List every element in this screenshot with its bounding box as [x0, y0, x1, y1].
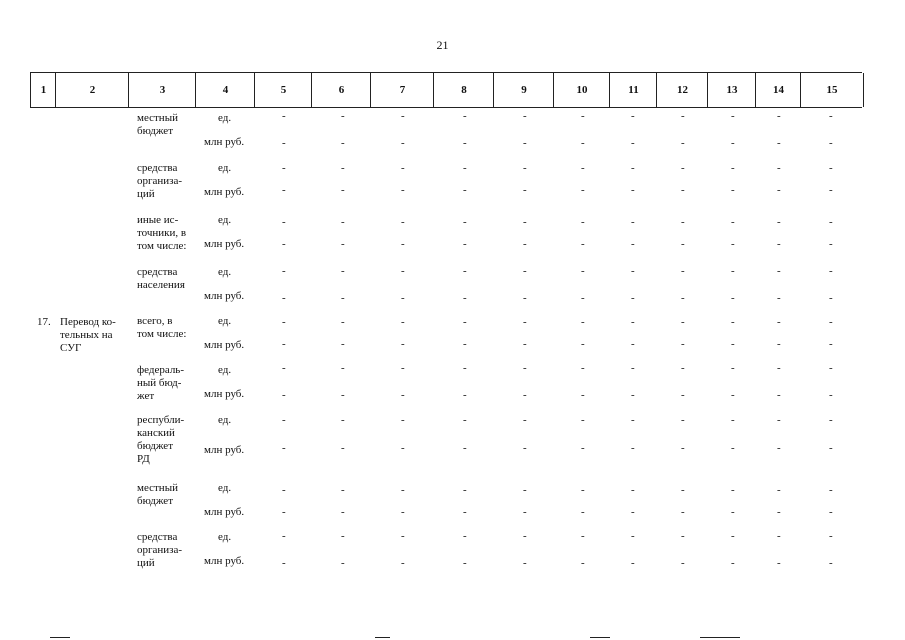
cell-dash: -	[401, 137, 405, 149]
cell-dash: -	[777, 137, 781, 149]
cell-dash: -	[523, 506, 527, 518]
header-col-12: 12	[656, 73, 708, 107]
cell-dash: -	[777, 216, 781, 228]
cell-dash: -	[341, 530, 345, 542]
row-source: федераль- ный бюд- жет	[137, 364, 184, 402]
header-col-7: 7	[370, 73, 434, 107]
cell-dash: -	[401, 265, 405, 277]
cell-dash: -	[463, 338, 467, 350]
row-source: всего, в том числе:	[137, 315, 187, 340]
cell-dash: -	[631, 184, 635, 196]
row-unit: ед.	[218, 364, 232, 376]
cell-dash: -	[523, 338, 527, 350]
cell-dash: -	[631, 137, 635, 149]
cell-dash: -	[282, 362, 286, 374]
cell-dash: -	[401, 506, 405, 518]
cell-dash: -	[523, 389, 527, 401]
cell-dash: -	[401, 414, 405, 426]
cell-dash: -	[829, 265, 833, 277]
cell-dash: -	[523, 265, 527, 277]
cell-dash: -	[681, 530, 685, 542]
cell-dash: -	[463, 362, 467, 374]
cell-dash: -	[731, 442, 735, 454]
cell-dash: -	[463, 530, 467, 542]
cell-dash: -	[401, 557, 405, 569]
cell-dash: -	[731, 362, 735, 374]
cell-dash: -	[463, 484, 467, 496]
scan-edge	[375, 637, 390, 638]
cell-dash: -	[731, 238, 735, 250]
cell-dash: -	[463, 292, 467, 304]
cell-dash: -	[777, 484, 781, 496]
cell-dash: -	[829, 316, 833, 328]
row-unit: млн руб.	[204, 339, 245, 351]
cell-dash: -	[581, 265, 585, 277]
cell-dash: -	[581, 110, 585, 122]
cell-dash: -	[631, 110, 635, 122]
cell-dash: -	[282, 110, 286, 122]
cell-dash: -	[463, 506, 467, 518]
cell-dash: -	[731, 484, 735, 496]
cell-dash: -	[731, 389, 735, 401]
cell-dash: -	[631, 389, 635, 401]
cell-dash: -	[341, 238, 345, 250]
cell-dash: -	[581, 316, 585, 328]
row-unit: ед.	[218, 214, 232, 226]
cell-dash: -	[829, 506, 833, 518]
cell-dash: -	[731, 265, 735, 277]
cell-dash: -	[581, 292, 585, 304]
row-source: средства организа- ций	[137, 531, 183, 569]
cell-dash: -	[829, 216, 833, 228]
cell-dash: -	[777, 316, 781, 328]
scan-edge	[50, 637, 70, 638]
cell-dash: -	[401, 389, 405, 401]
scan-edge	[700, 637, 740, 638]
cell-dash: -	[581, 442, 585, 454]
cell-dash: -	[523, 316, 527, 328]
cell-dash: -	[731, 184, 735, 196]
cell-dash: -	[731, 137, 735, 149]
row-source: средства населения	[137, 266, 185, 291]
cell-dash: -	[829, 238, 833, 250]
cell-dash: -	[829, 530, 833, 542]
cell-dash: -	[463, 265, 467, 277]
cell-dash: -	[463, 238, 467, 250]
header-col-4: 4	[195, 73, 255, 107]
cell-dash: -	[401, 338, 405, 350]
row-unit: млн руб.	[204, 290, 245, 302]
cell-dash: -	[681, 484, 685, 496]
cell-dash: -	[401, 530, 405, 542]
cell-dash: -	[581, 162, 585, 174]
cell-dash: -	[829, 414, 833, 426]
cell-dash: -	[581, 137, 585, 149]
cell-dash: -	[681, 292, 685, 304]
cell-dash: -	[523, 238, 527, 250]
row-unit: ед.	[218, 315, 232, 327]
cell-dash: -	[581, 338, 585, 350]
item-number: 17.	[37, 316, 51, 328]
cell-dash: -	[282, 184, 286, 196]
cell-dash: -	[523, 162, 527, 174]
cell-dash: -	[829, 184, 833, 196]
cell-dash: -	[341, 292, 345, 304]
cell-dash: -	[523, 362, 527, 374]
cell-dash: -	[681, 184, 685, 196]
cell-dash: -	[523, 484, 527, 496]
cell-dash: -	[282, 389, 286, 401]
header-col-10: 10	[553, 73, 610, 107]
row-unit: ед.	[218, 266, 232, 278]
row-unit: млн руб.	[204, 238, 245, 250]
cell-dash: -	[523, 110, 527, 122]
cell-dash: -	[341, 557, 345, 569]
cell-dash: -	[282, 216, 286, 228]
cell-dash: -	[681, 110, 685, 122]
cell-dash: -	[777, 506, 781, 518]
cell-dash: -	[523, 292, 527, 304]
header-col-3: 3	[128, 73, 196, 107]
cell-dash: -	[681, 162, 685, 174]
cell-dash: -	[631, 265, 635, 277]
item-name: Перевод ко- тельных на СУГ	[60, 316, 116, 354]
page-number: 21	[436, 38, 449, 52]
cell-dash: -	[341, 162, 345, 174]
cell-dash: -	[777, 557, 781, 569]
cell-dash: -	[523, 184, 527, 196]
cell-dash: -	[681, 216, 685, 228]
cell-dash: -	[341, 442, 345, 454]
row-unit: млн руб.	[204, 555, 245, 567]
row-unit: млн руб.	[204, 444, 245, 456]
row-unit: ед.	[218, 112, 232, 124]
cell-dash: -	[463, 316, 467, 328]
cell-dash: -	[731, 110, 735, 122]
cell-dash: -	[463, 216, 467, 228]
header-col-9: 9	[493, 73, 554, 107]
row-unit: ед.	[218, 414, 232, 426]
cell-dash: -	[829, 137, 833, 149]
cell-dash: -	[829, 389, 833, 401]
cell-dash: -	[777, 238, 781, 250]
cell-dash: -	[282, 162, 286, 174]
header-col-13: 13	[707, 73, 756, 107]
row-unit: ед.	[218, 531, 232, 543]
header-col-11: 11	[609, 73, 657, 107]
cell-dash: -	[731, 557, 735, 569]
cell-dash: -	[681, 316, 685, 328]
cell-dash: -	[282, 442, 286, 454]
cell-dash: -	[282, 506, 286, 518]
cell-dash: -	[681, 338, 685, 350]
cell-dash: -	[341, 137, 345, 149]
cell-dash: -	[401, 484, 405, 496]
header-col-2: 2	[55, 73, 129, 107]
cell-dash: -	[282, 265, 286, 277]
cell-dash: -	[777, 530, 781, 542]
cell-dash: -	[777, 362, 781, 374]
cell-dash: -	[731, 292, 735, 304]
cell-dash: -	[777, 162, 781, 174]
cell-dash: -	[631, 530, 635, 542]
cell-dash: -	[463, 110, 467, 122]
cell-dash: -	[681, 506, 685, 518]
cell-dash: -	[523, 530, 527, 542]
cell-dash: -	[777, 338, 781, 350]
cell-dash: -	[581, 506, 585, 518]
cell-dash: -	[829, 362, 833, 374]
cell-dash: -	[341, 110, 345, 122]
cell-dash: -	[463, 442, 467, 454]
header-col-1: 1	[30, 73, 56, 107]
cell-dash: -	[631, 238, 635, 250]
cell-dash: -	[282, 238, 286, 250]
cell-dash: -	[731, 338, 735, 350]
cell-dash: -	[731, 316, 735, 328]
cell-dash: -	[341, 216, 345, 228]
cell-dash: -	[463, 184, 467, 196]
cell-dash: -	[581, 184, 585, 196]
scan-edge	[590, 637, 610, 638]
cell-dash: -	[829, 338, 833, 350]
cell-dash: -	[777, 184, 781, 196]
cell-dash: -	[631, 216, 635, 228]
cell-dash: -	[777, 110, 781, 122]
cell-dash: -	[463, 414, 467, 426]
cell-dash: -	[341, 414, 345, 426]
row-unit: ед.	[218, 482, 232, 494]
cell-dash: -	[341, 389, 345, 401]
cell-dash: -	[341, 338, 345, 350]
cell-dash: -	[341, 265, 345, 277]
cell-dash: -	[282, 530, 286, 542]
cell-dash: -	[401, 216, 405, 228]
header-col-5: 5	[254, 73, 312, 107]
cell-dash: -	[282, 484, 286, 496]
cell-dash: -	[523, 557, 527, 569]
cell-dash: -	[631, 316, 635, 328]
header-col-8: 8	[433, 73, 494, 107]
cell-dash: -	[401, 442, 405, 454]
cell-dash: -	[777, 389, 781, 401]
cell-dash: -	[829, 292, 833, 304]
cell-dash: -	[341, 506, 345, 518]
header-col-6: 6	[311, 73, 371, 107]
cell-dash: -	[401, 292, 405, 304]
cell-dash: -	[631, 362, 635, 374]
cell-dash: -	[731, 162, 735, 174]
cell-dash: -	[631, 338, 635, 350]
cell-dash: -	[829, 557, 833, 569]
cell-dash: -	[463, 389, 467, 401]
cell-dash: -	[282, 316, 286, 328]
cell-dash: -	[631, 506, 635, 518]
cell-dash: -	[523, 137, 527, 149]
row-unit: млн руб.	[204, 186, 245, 198]
cell-dash: -	[341, 484, 345, 496]
cell-dash: -	[777, 442, 781, 454]
cell-dash: -	[523, 442, 527, 454]
cell-dash: -	[777, 292, 781, 304]
cell-dash: -	[581, 484, 585, 496]
cell-dash: -	[523, 216, 527, 228]
cell-dash: -	[777, 414, 781, 426]
row-source: иные ис- точники, в том числе:	[137, 214, 187, 252]
cell-dash: -	[731, 530, 735, 542]
cell-dash: -	[777, 265, 781, 277]
cell-dash: -	[401, 316, 405, 328]
cell-dash: -	[829, 442, 833, 454]
cell-dash: -	[282, 557, 286, 569]
row-source: местный бюджет	[137, 112, 178, 137]
row-unit: млн руб.	[204, 388, 245, 400]
header-col-14: 14	[755, 73, 801, 107]
cell-dash: -	[681, 238, 685, 250]
cell-dash: -	[581, 238, 585, 250]
cell-dash: -	[731, 506, 735, 518]
cell-dash: -	[581, 530, 585, 542]
cell-dash: -	[282, 338, 286, 350]
cell-dash: -	[631, 162, 635, 174]
cell-dash: -	[681, 557, 685, 569]
cell-dash: -	[282, 414, 286, 426]
cell-dash: -	[829, 110, 833, 122]
cell-dash: -	[282, 292, 286, 304]
row-unit: млн руб.	[204, 136, 245, 148]
cell-dash: -	[341, 184, 345, 196]
cell-dash: -	[631, 484, 635, 496]
cell-dash: -	[581, 389, 585, 401]
cell-dash: -	[681, 442, 685, 454]
cell-dash: -	[401, 184, 405, 196]
cell-dash: -	[282, 137, 286, 149]
cell-dash: -	[681, 137, 685, 149]
row-source: местный бюджет	[137, 482, 178, 507]
cell-dash: -	[631, 442, 635, 454]
header-col-15: 15	[800, 73, 864, 107]
cell-dash: -	[681, 414, 685, 426]
cell-dash: -	[631, 557, 635, 569]
cell-dash: -	[681, 362, 685, 374]
cell-dash: -	[581, 557, 585, 569]
cell-dash: -	[731, 216, 735, 228]
cell-dash: -	[463, 162, 467, 174]
cell-dash: -	[401, 238, 405, 250]
cell-dash: -	[401, 362, 405, 374]
cell-dash: -	[463, 557, 467, 569]
cell-dash: -	[581, 216, 585, 228]
row-unit: млн руб.	[204, 506, 245, 518]
cell-dash: -	[581, 414, 585, 426]
cell-dash: -	[401, 110, 405, 122]
cell-dash: -	[631, 414, 635, 426]
cell-dash: -	[523, 414, 527, 426]
cell-dash: -	[829, 162, 833, 174]
row-unit: ед.	[218, 162, 232, 174]
cell-dash: -	[681, 265, 685, 277]
cell-dash: -	[829, 484, 833, 496]
cell-dash: -	[341, 316, 345, 328]
cell-dash: -	[463, 137, 467, 149]
cell-dash: -	[681, 389, 685, 401]
cell-dash: -	[631, 292, 635, 304]
row-source: республи- канский бюджет РД	[137, 414, 185, 465]
cell-dash: -	[581, 362, 585, 374]
cell-dash: -	[401, 162, 405, 174]
cell-dash: -	[731, 414, 735, 426]
cell-dash: -	[341, 362, 345, 374]
row-source: средства организа- ций	[137, 162, 183, 200]
